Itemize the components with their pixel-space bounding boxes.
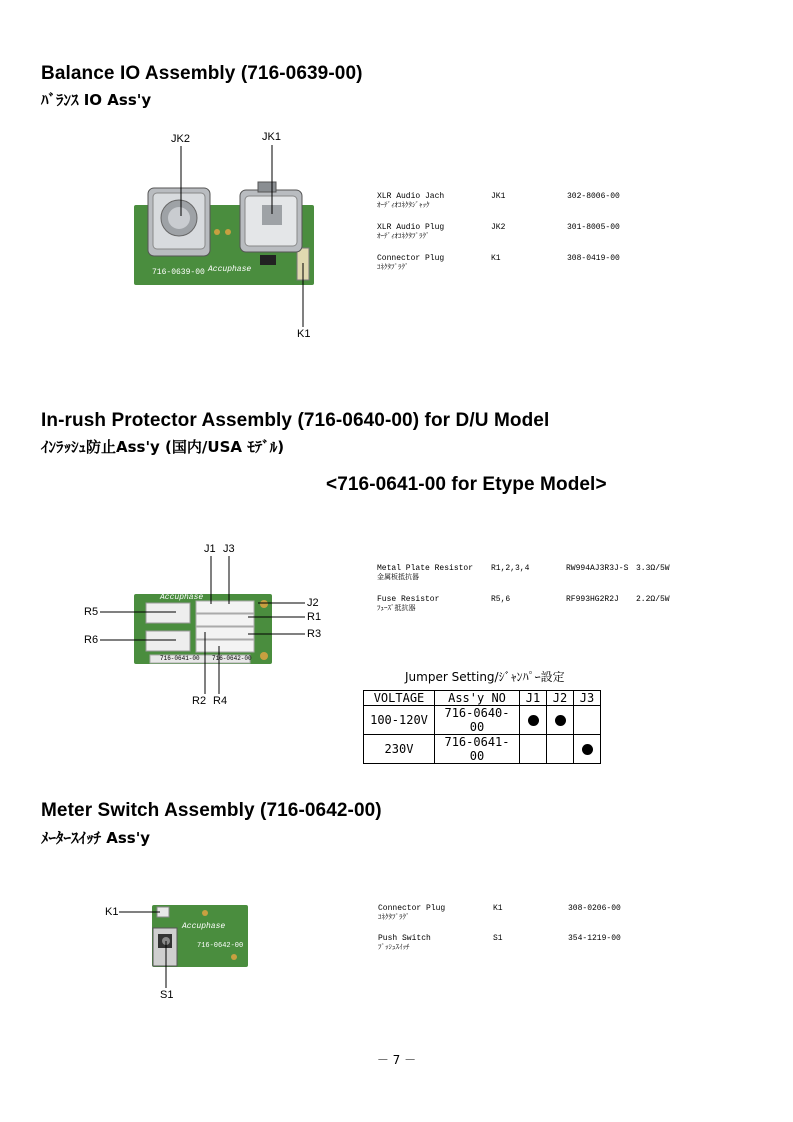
brand-logo: Accuphase — [182, 922, 226, 931]
part-ref: K1 — [491, 254, 501, 263]
label-r5: R5 — [84, 606, 99, 618]
brand-logo: Accuphase — [160, 593, 204, 602]
cell-voltage: 230V — [364, 735, 435, 764]
label-k1: K1 — [105, 906, 119, 918]
part-number: 354-1219-00 — [568, 934, 621, 943]
cell-j2 — [547, 735, 574, 764]
part-name: Connector Plug — [377, 254, 445, 263]
part-ref: JK1 — [491, 192, 506, 201]
part-name: Push Switch — [378, 934, 431, 943]
part-name: Metal Plate Resistor — [377, 564, 474, 573]
part-ref: R1,2,3,4 — [491, 564, 530, 573]
part-number: RW994AJ3R3J-S — [566, 564, 629, 573]
label-j1: J1 — [204, 543, 216, 555]
part-ref: JK2 — [491, 223, 506, 232]
section-subtitle-meter-switch-jp: ﾒｰﾀｰｽｲｯﾁ Ass'y — [41, 829, 151, 847]
col-header-voltage: VOLTAGE — [364, 691, 435, 706]
pcb-number: 716-0642-00 — [212, 655, 252, 662]
label-k1: K1 — [297, 328, 311, 340]
part-ref: S1 — [493, 934, 503, 943]
part-value: 3.3Ω/5W — [636, 564, 670, 573]
section-title-balance-io: Balance IO Assembly (716-0639-00) — [41, 63, 363, 84]
part-name-jp: ﾌﾟｯｼｭｽｲｯﾁ — [378, 943, 410, 951]
jumper-on-dot — [528, 715, 539, 726]
pcb-number: 716-0641-00 — [160, 655, 200, 662]
col-header-j2: J2 — [547, 691, 574, 706]
part-name-jp: ｺﾈｸﾀﾌﾟﾗｸﾞ — [378, 913, 410, 921]
cell-assy: 716-0640-00 — [435, 706, 520, 735]
part-number: RF993HG2R2J — [566, 595, 619, 604]
label-j2: J2 — [307, 597, 319, 609]
part-number: 308-0419-00 — [567, 254, 620, 263]
pcb-number: 716-0642-00 — [197, 942, 244, 950]
label-s1: S1 — [160, 989, 174, 1001]
part-ref: R5,6 — [491, 595, 511, 604]
jumper-on-dot — [582, 744, 593, 755]
cell-j1 — [520, 706, 547, 735]
jumper-on-dot — [555, 715, 566, 726]
cell-j3 — [574, 735, 601, 764]
brand-logo: Accuphase — [208, 265, 252, 274]
part-name-jp: ﾌｭｰｽﾞ抵抗器 — [377, 604, 416, 612]
col-header-j1: J1 — [520, 691, 547, 706]
section-title-inrush: In-rush Protector Assembly (716-0640-00) for D/U Model — [41, 410, 550, 431]
part-name: Fuse Resistor — [377, 595, 440, 604]
label-jk1: JK1 — [262, 131, 281, 143]
cell-assy: 716-0641-00 — [435, 735, 520, 764]
part-name-jp: ｵｰﾃﾞｨｵｺﾈｸﾀｼﾞｬｯｸ — [377, 201, 430, 209]
label-r3: R3 — [307, 628, 322, 640]
part-number: 302-8006-00 — [567, 192, 620, 201]
section-subtitle-balance-io-jp: ﾊﾞﾗﾝｽ IO Ass'y — [41, 91, 152, 109]
label-r6: R6 — [84, 634, 99, 646]
page-number: － 7 － — [376, 1053, 417, 1067]
label-r1: R1 — [307, 611, 322, 623]
section-subtitle-etype: <716-0641-00 for Etype Model> — [326, 474, 607, 495]
part-name: Connector Plug — [378, 904, 446, 913]
part-number: 308-0206-00 — [568, 904, 621, 913]
pcb-number: 716-0639-00 — [152, 268, 205, 277]
col-header-j3: J3 — [574, 691, 601, 706]
label-j3: J3 — [223, 543, 235, 555]
cell-j1 — [520, 735, 547, 764]
part-ref: K1 — [493, 904, 503, 913]
label-jk2: JK2 — [171, 133, 190, 145]
part-value: 2.2Ω/5W — [636, 595, 670, 604]
part-number: 301-8005-00 — [567, 223, 620, 232]
part-name: XLR Audio Plug — [377, 223, 445, 232]
jumper-table — [363, 690, 601, 764]
cell-j3 — [574, 706, 601, 735]
part-name: XLR Audio Jach — [377, 192, 445, 201]
table-row — [364, 735, 601, 764]
cell-j2 — [547, 706, 574, 735]
table-row — [364, 706, 601, 735]
section-title-meter-switch: Meter Switch Assembly (716-0642-00) — [41, 800, 382, 821]
part-name-jp: ｺﾈｸﾀﾌﾟﾗｸﾞ — [377, 263, 409, 271]
part-name-jp: 金属板抵抗器 — [377, 573, 419, 581]
section-subtitle-inrush-jp: ｲﾝﾗｯｼｭ防止Ass'y (国内/USA ﾓﾃﾞﾙ) — [41, 438, 285, 456]
label-r4: R4 — [213, 695, 228, 707]
table-header-row — [364, 691, 601, 706]
cell-voltage: 100-120V — [364, 706, 435, 735]
col-header-assy: Ass'y NO — [435, 691, 520, 706]
part-name-jp: ｵｰﾃﾞｨｵｺﾈｸﾀﾌﾟﾗｸﾞ — [377, 232, 430, 240]
jumper-setting-title: Jumper Setting/ｼﾞｬﾝﾊﾟｰ設定 — [405, 670, 565, 684]
label-r2: R2 — [192, 695, 207, 707]
